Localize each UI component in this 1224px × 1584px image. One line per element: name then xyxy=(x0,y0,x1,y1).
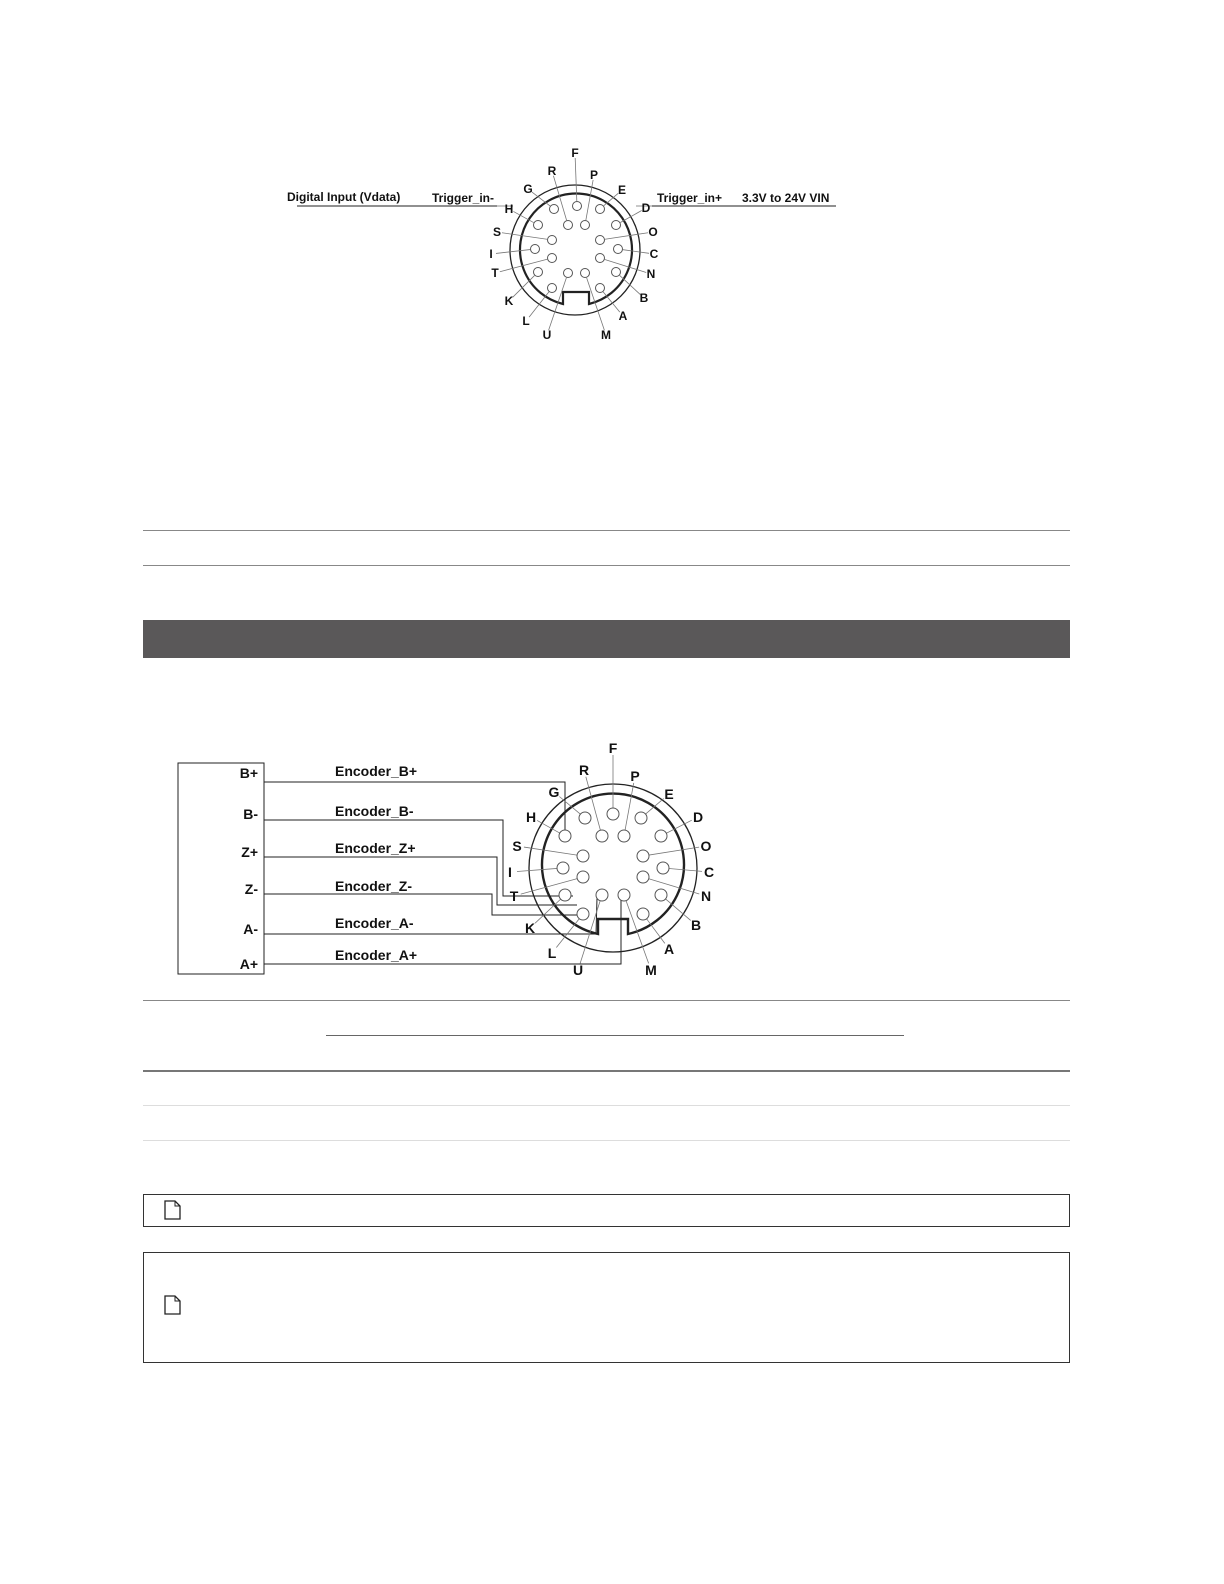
pin-o xyxy=(637,850,649,862)
pin-leader-line xyxy=(496,250,530,254)
encoder-wire xyxy=(264,898,597,934)
note-icon xyxy=(164,1295,181,1315)
pin-label-n: N xyxy=(646,267,656,281)
pin-leader-line xyxy=(517,868,557,871)
encoder-wire-label: Encoder_Z+ xyxy=(335,840,416,856)
pin-label-o: O xyxy=(700,838,712,854)
trigger-in-minus-label: Trigger_in- xyxy=(432,191,495,205)
pin-label-g: G xyxy=(523,182,533,196)
encoder-wire-label: Encoder_A+ xyxy=(335,947,418,963)
pin-label-r: R xyxy=(547,164,557,178)
terminal-label: A+ xyxy=(239,956,258,972)
pin-d xyxy=(655,830,667,842)
pin-label-i: I xyxy=(489,247,493,261)
pin-label-a: A xyxy=(618,309,628,323)
pin-b xyxy=(655,889,667,901)
note-box xyxy=(143,1194,1070,1227)
pin-leader-line xyxy=(620,210,641,222)
pin-a xyxy=(596,284,605,293)
pin-label-h: H xyxy=(504,202,514,216)
pin-leader-line xyxy=(535,899,561,923)
pin-p xyxy=(581,221,590,230)
encoder-wire xyxy=(264,900,621,964)
pin-leader-line xyxy=(625,783,634,830)
pin-label-m: M xyxy=(601,328,611,342)
pin-leader-line xyxy=(529,292,549,317)
pin-l xyxy=(548,284,557,293)
pin-leader-line xyxy=(502,233,547,240)
pin-label-p: P xyxy=(630,768,640,784)
pin-m xyxy=(618,889,630,901)
pin-c xyxy=(657,862,669,874)
pin-label-g: G xyxy=(548,784,560,800)
pin-label-b: B xyxy=(690,917,702,933)
trigger-connector-diagram xyxy=(0,0,1224,360)
pin-u xyxy=(564,269,573,278)
pin-label-k: K xyxy=(504,294,514,308)
pin-label-u: U xyxy=(542,328,552,342)
pin-label-s: S xyxy=(512,838,522,854)
table-rule xyxy=(143,530,1070,531)
terminal-label: A- xyxy=(243,921,258,937)
pin-label-p: P xyxy=(589,168,599,182)
pin-label-l: L xyxy=(522,314,530,328)
pin-leader-line xyxy=(559,796,580,814)
pin-h xyxy=(559,830,571,842)
pin-n xyxy=(637,871,649,883)
pin-label-k: K xyxy=(524,920,536,936)
pin-label-a: A xyxy=(663,941,675,957)
encoder-wire-label: Encoder_B+ xyxy=(335,763,418,779)
pin-leader-line xyxy=(603,292,620,312)
caption-rule xyxy=(326,1035,904,1036)
pin-label-d: D xyxy=(641,201,651,215)
pin-label-c: C xyxy=(649,247,659,261)
table-rule xyxy=(143,565,1070,566)
pin-leader-line xyxy=(605,259,646,272)
pin-i xyxy=(557,862,569,874)
trigger-in-plus-label: Trigger_in+ xyxy=(657,191,723,205)
terminal-label: Z+ xyxy=(241,844,258,860)
encoder-terminal-block xyxy=(178,763,264,974)
pin-label-t: T xyxy=(509,888,519,904)
pin-t xyxy=(577,871,589,883)
pin-g xyxy=(550,205,559,214)
pin-label-l: L xyxy=(547,945,557,961)
pin-e xyxy=(596,205,605,214)
note-icon xyxy=(164,1200,181,1220)
pin-l xyxy=(577,908,589,920)
pin-leader-line xyxy=(605,233,648,240)
pin-t xyxy=(548,254,557,263)
encoder-wire-label: Encoder_Z- xyxy=(335,878,413,894)
pin-f xyxy=(573,202,582,211)
pin-label-d: D xyxy=(692,809,704,825)
pin-label-o: O xyxy=(648,225,658,239)
pin-c xyxy=(614,245,623,254)
digital-input-label: Digital Input (Vdata) xyxy=(287,190,401,204)
pin-a xyxy=(637,908,649,920)
pin-label-i: I xyxy=(508,864,512,880)
table-rule xyxy=(143,1000,1070,1001)
pin-label-f: F xyxy=(571,146,579,160)
pin-n xyxy=(596,254,605,263)
pin-r xyxy=(564,221,573,230)
note-box xyxy=(143,1252,1070,1363)
pin-r xyxy=(596,830,608,842)
terminal-label: B- xyxy=(243,806,258,822)
pin-label-n: N xyxy=(700,888,712,904)
pin-label-u: U xyxy=(572,962,584,978)
pin-i xyxy=(531,245,540,254)
pin-d xyxy=(612,221,621,230)
pin-label-b: B xyxy=(639,291,649,305)
vin-range-label: 3.3V to 24V VIN xyxy=(742,191,830,205)
encoder-wire xyxy=(264,820,573,896)
pin-label-s: S xyxy=(492,225,502,239)
pin-label-m: M xyxy=(645,962,657,978)
pin-p xyxy=(618,830,630,842)
pin-b xyxy=(612,268,621,277)
pin-f xyxy=(607,808,619,820)
pin-s xyxy=(577,850,589,862)
pin-k xyxy=(559,889,571,901)
pin-label-f: F xyxy=(608,740,618,756)
pin-g xyxy=(579,812,591,824)
section-header-band xyxy=(143,620,1070,658)
pin-label-e: E xyxy=(617,183,627,197)
pin-leader-line xyxy=(649,847,699,855)
pin-leader-line xyxy=(623,250,649,254)
encoder-wire-label: Encoder_A- xyxy=(335,915,414,931)
pin-label-e: E xyxy=(664,786,674,802)
pin-m xyxy=(581,269,590,278)
pin-label-r: R xyxy=(578,762,590,778)
encoder-wiring-diagram xyxy=(0,720,1224,990)
table-rule xyxy=(143,1105,1070,1106)
pin-k xyxy=(534,268,543,277)
pin-o xyxy=(596,236,605,245)
terminal-label: Z- xyxy=(244,881,258,897)
terminal-label: B+ xyxy=(239,765,258,781)
pin-leader-line xyxy=(524,847,577,855)
pin-label-t: T xyxy=(491,266,499,280)
pin-leader-line xyxy=(513,276,535,298)
table-rule xyxy=(143,1070,1070,1072)
table-rule xyxy=(143,1140,1070,1141)
pin-label-h: H xyxy=(525,809,537,825)
pin-h xyxy=(534,221,543,230)
pin-label-c: C xyxy=(703,864,715,880)
pin-u xyxy=(596,889,608,901)
pin-e xyxy=(635,812,647,824)
encoder-wire xyxy=(264,782,565,832)
pin-s xyxy=(548,236,557,245)
pin-leader-line xyxy=(620,275,641,294)
encoder-wire-label: Encoder_B- xyxy=(335,803,414,819)
